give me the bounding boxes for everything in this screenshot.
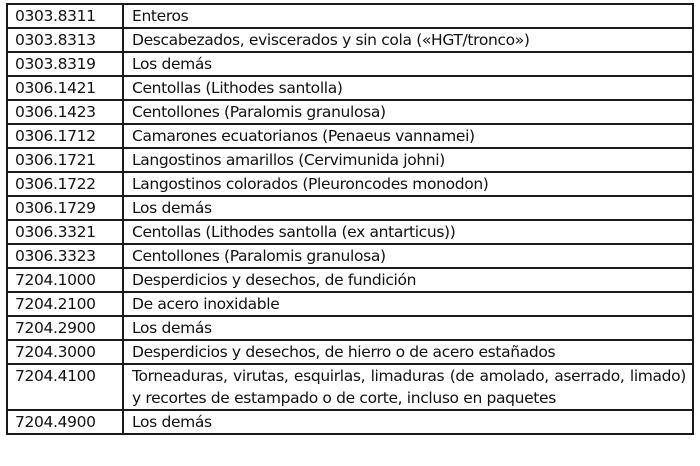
tariff-description: Descabezados, eviscerados y sin cola («HGT/tronco») [123,28,693,52]
table-row [7,364,693,410]
tariff-description: Los demás [123,196,693,220]
tariff-description: Centollones (Paralomis granulosa) [123,100,693,124]
tariff-code: 0306.1421 [7,76,123,100]
tariff-code: 0306.1423 [7,100,123,124]
table-row [7,100,693,124]
tariff-code: 0303.8311 [7,4,123,28]
table-row [7,410,693,434]
table-row [7,220,693,244]
tariff-code: 0306.1729 [7,196,123,220]
tariff-code: 7204.1000 [7,268,123,292]
tariff-description: Los demás [123,410,693,434]
tariff-code: 7204.3000 [7,340,123,364]
table-row [7,268,693,292]
tariff-description: Los demás [123,52,693,76]
tariff-code: 0306.1712 [7,124,123,148]
table-row [7,124,693,148]
tariff-code: 0306.1721 [7,148,123,172]
tariff-description: Langostinos amarillos (Cervimunida johni) [123,148,693,172]
tariff-description: Centollones (Paralomis granulosa) [123,244,693,268]
tariff-description: Centollas (Lithodes santolla) [123,76,693,100]
tariff-code: 0303.8313 [7,28,123,52]
table-row [7,28,693,52]
tariff-description: Desperdicios y desechos, de hierro o de acero estañados [123,340,693,364]
tariff-table [6,3,694,435]
table-row [7,340,693,364]
tariff-code: 0306.1722 [7,172,123,196]
tariff-description: Desperdicios y desechos, de fundición [123,268,693,292]
tariff-code: 0303.8319 [7,52,123,76]
table-row [7,316,693,340]
table-row [7,76,693,100]
table-row [7,292,693,316]
tariff-description: Langostinos colorados (Pleuroncodes monodon) [123,172,693,196]
table-row [7,244,693,268]
tariff-description: Torneaduras, virutas, esquirlas, limaduras (de amolado, aserrado, limado) y recortes de estampado o de corte, incluso en paquetes [123,364,693,410]
tariff-code: 0306.3321 [7,220,123,244]
tariff-description: Los demás [123,316,693,340]
tariff-code: 7204.2900 [7,316,123,340]
tariff-description: Enteros [123,4,693,28]
tariff-code: 0306.3323 [7,244,123,268]
tariff-description: De acero inoxidable [123,292,693,316]
table-row [7,172,693,196]
tariff-description: Centollas (Lithodes santolla (ex antarticus)) [123,220,693,244]
table-row [7,148,693,172]
table-row [7,196,693,220]
tariff-code: 7204.4900 [7,410,123,434]
table-row [7,52,693,76]
tariff-code: 7204.2100 [7,292,123,316]
tariff-description: Camarones ecuatorianos (Penaeus vannamei) [123,124,693,148]
table-row [7,4,693,28]
tariff-code: 7204.4100 [7,364,123,410]
